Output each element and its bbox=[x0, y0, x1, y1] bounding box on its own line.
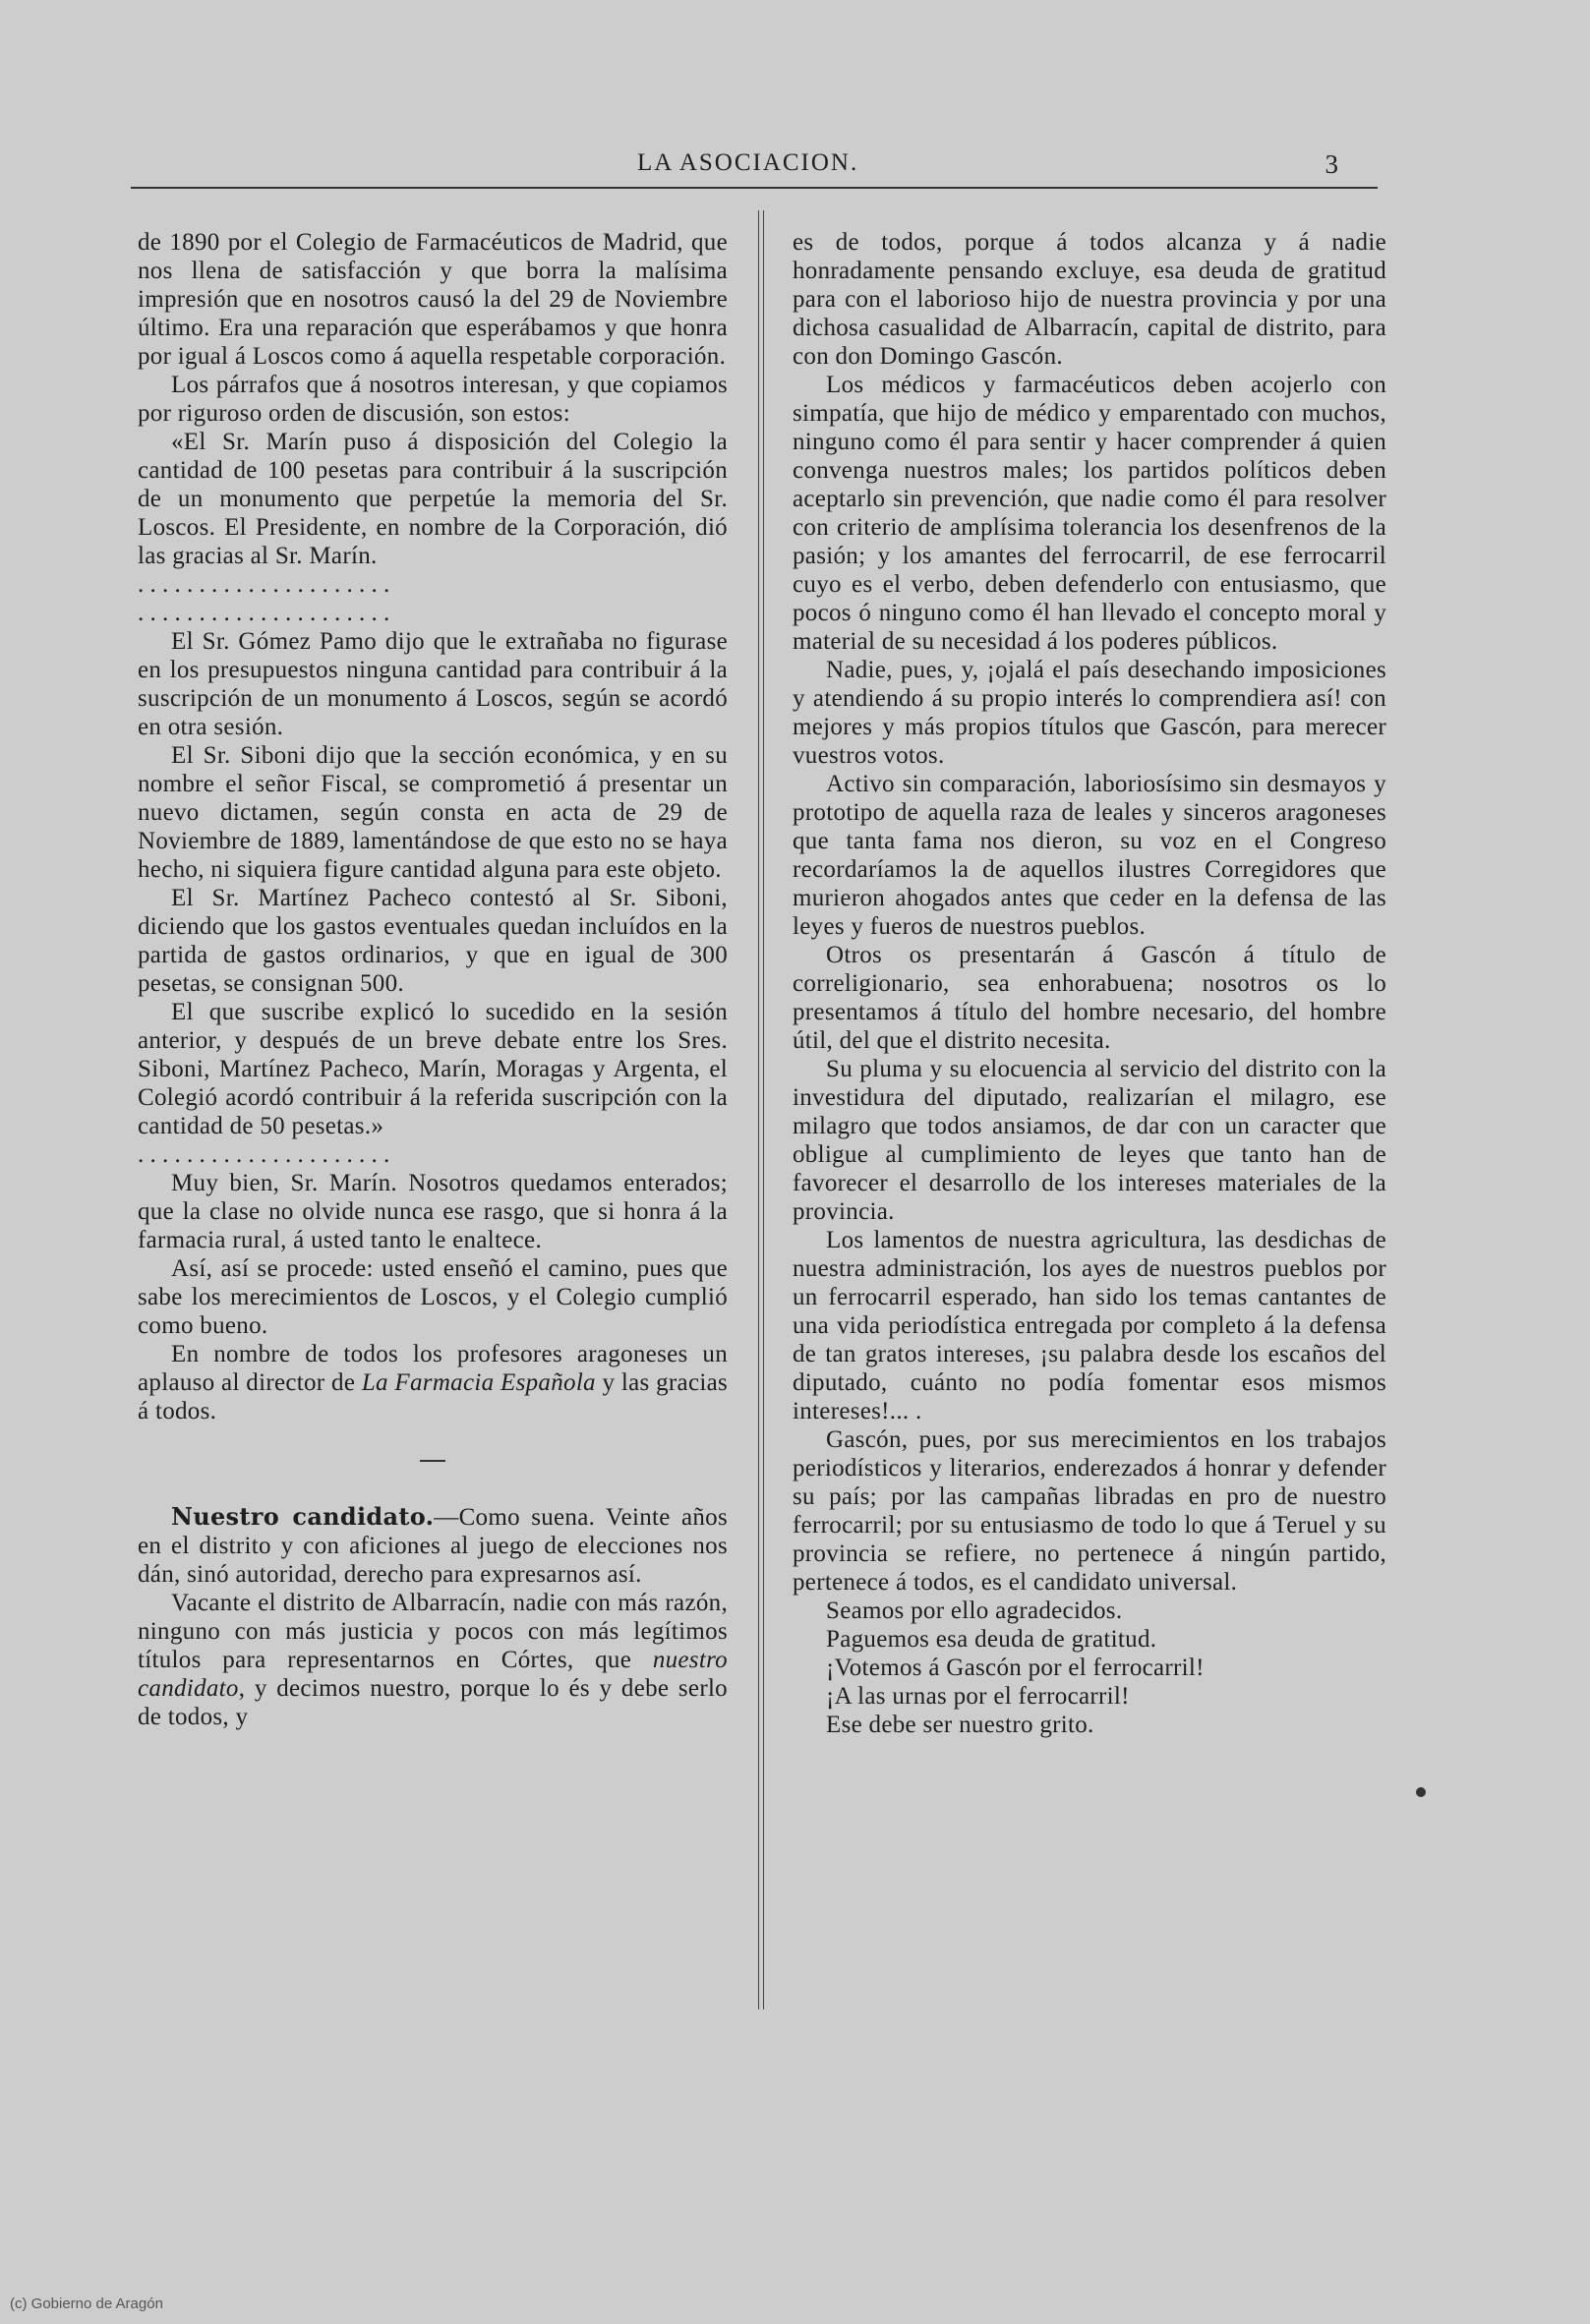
ellipsis-line: . . . . . . . . . . . . . . . . . . . . . bbox=[138, 600, 390, 626]
paragraph: Su pluma y su elocuencia al servicio del distrito con la investidura del diputado, realizarían el milagro, ese milagro que todos ansiamos, de dar con un caracter que obligue al cumplimiento de leyes que tanto han de favorecer el desarrollo de los intereses materiales de la provincia. bbox=[793, 1056, 1386, 1225]
paragraph: Gascón, pues, por sus merecimientos en los trabajos periodísticos y literarios, enderezados á honrar y defender su país; por las campañas libradas en pro de nuestro ferrocarril; por su entusiasmo de todo lo que á Teruel y su provincia se refiere, no pertenece á ningún partido, pertenece á todos, es el candidato universal. bbox=[793, 1426, 1386, 1596]
paragraph: Activo sin comparación, laboriosísimo sin desmayos y prototipo de aquella raza de leales y sinceros aragoneses que tanta fama nos dieron, su voz en el Congreso recordaríamos la de aquellos ilustres Corregidores que murieron ahogados antes que ceder en la defensa de las leyes y fueros de nuestros pueblos. bbox=[793, 771, 1386, 940]
column-divider bbox=[758, 210, 764, 2009]
closing-line: Ese debe ser nuestro grito. bbox=[826, 1712, 1094, 1738]
page-number: 3 bbox=[1325, 149, 1338, 179]
closing-line: ¡A las urnas por el ferrocarril! bbox=[826, 1683, 1130, 1710]
paragraph: Los lamentos de nuestra agricultura, las desdichas de nuestra administración, los ayes de nuestros pueblos por un ferrocarril esperado, han sido los temas cantantes de una vida periodística entregada por completo á la defensa de tan gratos intereses, ¡su palabra desde los escaños del diputado, cuánto no podía fomentar esos mismos intereses!... . bbox=[793, 1227, 1386, 1424]
page-header bbox=[131, 149, 1378, 185]
italic-phrase: nuestro candidato bbox=[138, 1647, 728, 1702]
text-run: En nombre de todos los profesores aragoneses un aplauso al director de bbox=[138, 1341, 728, 1396]
text-run: Vacante el distrito de Albarracín, nadie con más razón, ninguno con más justicia y pocos con más legítimos títulos para representarnos en Córtes, que bbox=[138, 1590, 728, 1673]
section-separator bbox=[138, 1445, 728, 1465]
section-heading: Nuestro candidato. bbox=[171, 1502, 435, 1531]
closing-line: Paguemos esa deuda de gratitud. bbox=[826, 1626, 1157, 1653]
right-column bbox=[793, 228, 1386, 1739]
paragraph: Los párrafos que á nosotros interesan, y que copiamos por riguroso orden de discusión, son estos: bbox=[138, 372, 728, 427]
paragraph: Los médicos y farmacéuticos deben acojerlo con simpatía, que hijo de médico y emparentado con muchos, ninguno como él para sentir y hacer comprender á quien convenga nuestros males; los partidos políticos deben aceptarlo sin prevención, que nadie como él para resolver con criterio de amplísima tolerancia los desenfrenos de la pasión; y los amantes del ferrocarril, de ese ferrocarril cuyo es el verbo, deben defenderlo con entusiasmo, que pocos ó ninguno como él han llevado el concepto moral y material de su necesidad á los poderes públicos. bbox=[793, 372, 1386, 655]
paragraph: «El Sr. Marín puso á disposición del Colegio la cantidad de 100 pesetas para contribuir á la suscripción de un monumento que perpetúe la memoria del Sr. Loscos. El Presidente, en nombre de la Corporación, dió las gracias al Sr. Marín. bbox=[138, 429, 728, 569]
paragraph bbox=[138, 1502, 728, 1589]
paragraph: Muy bien, Sr. Marín. Nosotros quedamos enterados; que la clase no olvide nunca ese rasgo, que si honra á la farmacia rural, á usted tanto le enaltece. bbox=[138, 1170, 728, 1253]
text-run: —Como suena. Veinte años en el distrito y con aficiones al juego de elecciones nos dán, sinó autoridad, derecho para expresarnos así. bbox=[138, 1504, 728, 1588]
left-column bbox=[138, 228, 728, 1731]
closing-line: Seamos por ello agradecidos. bbox=[826, 1598, 1123, 1624]
closing-line: ¡Votemos á Gascón por el ferrocarril! bbox=[826, 1655, 1205, 1681]
publication-title: LA ASOCIACION. bbox=[637, 149, 859, 176]
paragraph: es de todos, porque á todos alcanza y á nadie honradamente pensando excluye, esa deuda de gratitud para con el laborioso hijo de nuestra provincia y por una dichosa casualidad de Albarracín, capital de distrito, para con don Domingo Gascón. bbox=[793, 229, 1386, 370]
paragraph: Otros os presentarán á Gascón á título de correligionario, sea enhorabuena; nosotros os lo presentamos á título del hombre necesario, del hombre útil, del que el distrito necesita. bbox=[793, 942, 1386, 1054]
paragraph: Así, así se procede: usted enseñó el camino, pues que sabe los merecimientos de Loscos, y el Colegio cumplió como bueno. bbox=[138, 1255, 728, 1339]
paragraph: El Sr. Siboni dijo que la sección económica, y en su nombre el señor Fiscal, se comprometió á presentar un nuevo dictamen, según consta en acta de 29 de Noviembre de 1889, lamentándose de que esto no se haya hecho, ni siquiera figure cantidad alguna para este objeto. bbox=[138, 742, 728, 883]
text-run: y las gracias á todos. bbox=[138, 1369, 729, 1424]
ink-spot bbox=[1416, 1787, 1426, 1797]
paragraph: El Sr. Martínez Pacheco contestó al Sr. Siboni, diciendo que los gastos eventuales quedan incluídos en la partida de gastos ordinarios, y que en igual de 300 pesetas, se consignan 500. bbox=[138, 885, 728, 997]
paragraph: El Sr. Gómez Pamo dijo que le extrañaba no figurase en los presupuestos ninguna cantidad para contribuir á la suscripción de un monumento á Loscos, según se acordó en otra sesión. bbox=[138, 628, 728, 740]
paragraph: de 1890 por el Colegio de Farmacéuticos de Madrid, que nos llena de satisfacción y que borra la malísima impresión que en nosotros causó la del 29 de Noviembre último. Era una reparación que esperábamos y que honra por igual á Loscos como á aquella respetable corporación. bbox=[138, 229, 728, 370]
paragraph: Nadie, pues, y, ¡ojalá el país desechando imposiciones y atendiendo á su propio interés lo comprendiera así! con mejores y más propios títulos que Gascón, para merecer vuestros votos. bbox=[793, 657, 1386, 769]
paragraph bbox=[138, 1589, 728, 1731]
text-run: , y decimos nuestro, porque lo és y debe serlo de todos, y bbox=[138, 1675, 728, 1730]
copyright-watermark: (c) Gobierno de Aragón bbox=[10, 2295, 163, 2312]
paragraph bbox=[138, 1340, 728, 1425]
header-rule bbox=[131, 187, 1378, 189]
journal-name: La Farmacia Española bbox=[361, 1369, 596, 1396]
ellipsis-line: . . . . . . . . . . . . . . . . . . . . . bbox=[138, 1141, 390, 1168]
paragraph: El que suscribe explicó lo sucedido en la sesión anterior, y después de un breve debate entre los Sres. Siboni, Martínez Pacheco, Marín, Moragas y Argenta, el Colegió acordó contribuir á la referida suscripción con la cantidad de 50 pesetas.» bbox=[138, 999, 728, 1139]
ellipsis-line: . . . . . . . . . . . . . . . . . . . . . bbox=[138, 571, 390, 598]
